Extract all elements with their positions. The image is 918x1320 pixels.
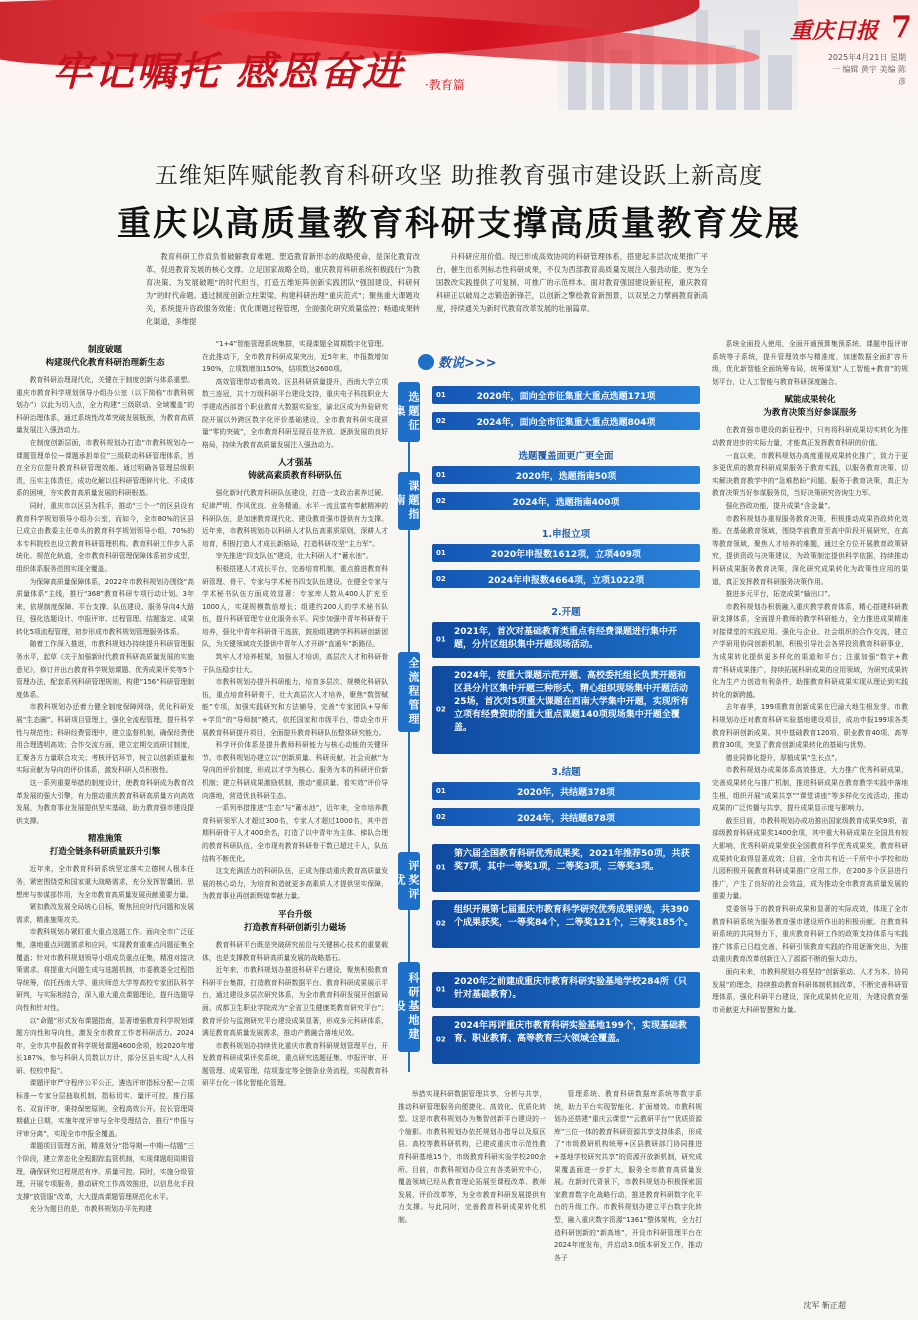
paragraph: 同时，重庆市以区县为抓手，推动“三个一”的区县设有教育科学规划领导小组办公室，而如今，全市80%的区县已成立由教委主任牵头的教育科学规划领导小组，70%的本专科院校也设立教育科研管理机构。教育科研工作步入系统化、规范化轨道，全市教育科研管理保障体系初步成型，组织体系服务范围实现全覆盖。 — [16, 501, 194, 573]
stat-bar: 01 2020年，选题指南50项 — [432, 466, 700, 484]
stat-bar: 02 组织开展第七届重庆市教育科学研究优秀成果评选，共390个成果获奖，一等奖84个，二等奖121个，三等奖185个。 — [432, 900, 700, 948]
paragraph: 市教科规划办重视服务教育决策，积极推动成果咨政转化效能。在基础教育领域，围绕学前教育至高中阶段开展研究，在高等教育领域，聚焦人才培养的难题，通过全方位开展教育政策研究，提供资政与决策建议，为政策制定提供科学依据，持续推动科研成果服务教育决策，深化研究成果转化为政策性应用的渠道，真正发挥教育科研服务决策作用。 — [712, 514, 908, 586]
section-heading: 赋能成果转化 为教育决策当好参谋服务 — [763, 395, 857, 419]
section-heading: 平台升级 打造教育科研创新引力磁场 — [243, 909, 346, 933]
paragraph: 高效管理带动着高效。区县科研质量提升，西南大学立项数三连冠，共十万级科研平台建设支持，重庆电子科技职业大学建成西部首个职业教育大数据实验室，渝北区成为外验研究院开展以外跨区数字化评价基础建设，全市教育科研实现质量“零的突破”，全市教育科研呈现百花齐放、逐渐发展的良好格局，持续为教育高质量发展注入强劲动力。 — [202, 377, 388, 449]
column-1 — [16, 338, 194, 1316]
column-2 — [202, 338, 388, 1316]
paragraph: 筑牢人才培养框架，加强人才培训，高层次人才和科研骨干队伍稳步壮大。 — [202, 653, 388, 674]
section-heading: 制度破题 构建现代化教育科研治理新生态 — [45, 345, 165, 368]
paragraph: 面向未来，市教科规划办将坚持“创新驱动、人才为本、协同发展”的理念，持续推动教育科研体制机制改革，不断完善科研管理体系，强化科研平台建设，深化成果转化应用，为建设教育强市贡献更大科研智慧和力量。 — [712, 967, 908, 1014]
paragraph: 举措实现科研数据管理共享，分析与共享，推动科研管理服务向便捷化、高效化、优质化转型。这是市教科规划办为集智创新平台建设的一个缩影。市教科规划办依托规划办指导以及原区县、高校等教科研机构，已建成重庆市示范性教育科研基地15个，市级教育科研实验学校200余所。目前，市教科规划办设立有各类研究中心，覆盖领域已经从教育理论拓展至课程改革、教师发展、评价改革等，为全市教育科研发展提供有力支撑。与此同时，完善教育科研成果转化机制。 — [398, 1090, 546, 1224]
paragraph: 市教科规划办持续优化重庆市教育科研规划管理平台，开发教育科研成果评奖系统，重点研究选题征集、申报评审、开题管理、成果管理、结项鉴定等全链条业务流程，实现教育科研平台化一体化智能化管理。 — [202, 1041, 388, 1088]
paragraph: 随着工作深入推进，市教科规划办持续提升科研管理服务水平，起草《关于加强新时代教育科研高质量发展的实施意见》，修订并出台教育科学规划课题、优秀成果评奖等5个管理办法，配套系列科研管理规则，构建“156”科研管理制度体系。 — [16, 640, 194, 699]
paragraph: 充分为题目的是，市教科规划办平先构建 — [29, 1205, 152, 1214]
issue-info: 2025年4月21日 星期一 编辑 黄宇 美编 陈彦 — [827, 53, 906, 86]
paragraph: 以“命题”形式发布课题指南，显著增强教育科学规划课题方向性和导向性，激发全市教育工作者科研活力。2024年，全市共申报教育科学规划课题4600余项，较2020年增长187%，参与科研人员数以万计，部分区县实现“人人科研、校校申报”。 — [16, 1016, 194, 1075]
category-awards: 评奖评优 — [398, 852, 420, 910]
stat-bar: 02 2024年，选题指南400项 — [432, 492, 700, 510]
stat-bar: 02 2024年再评重庆市教育科研实验基地199个，实现基础教育、职业教育、高等教育三大领域全覆盖。 — [432, 1016, 700, 1064]
stat-bar: 01 2020年之前建成重庆市教育科研实验基地学校284所（只针对基础教育）。 — [432, 972, 700, 1008]
stat-bar: 01 第六届全国教育科研优秀成果奖，2021年推荐50项，共获奖7项，其中一等奖1项，二等奖3项，三等奖3项。 — [432, 844, 700, 892]
lead-right: 升科研应用价值。现已形成高效协同的科研管理体系，搭建起多层次成果推广平台，催生出系列标志性科研成果，不仅为西部教育高质量发展注入强劲动能，更为全国教改实践提供了可复制、可推广的示范样本。面对教育强国建设新征程，重庆教育科研正以破局之志锻造新锋芒，以创新之擎绘教育新图景，以双星之力擘画教育新高度，持续通关为新时代教育改革发展的壮丽篇章。 — [436, 252, 708, 313]
category-guide: 课题指南 — [398, 472, 420, 530]
paragraph: 积极搭建人才成长平台，完善培育机制，重点推进教育科研管理、骨干、专家与学术秘书四支队伍建设。在健全专家与学术秘书队伍方面成效显著：专家库人数从400人扩充至1000人，实现规模数倍增长；组建约200人的学术秘书队伍，提升科研管理专业化服务水平。同步加强中青年科研骨干培养，强化中青年科研骨干选拔，鼓励组建跨学科科研创新团队，为关键领域攻关提供中青年人才开辟“直通车”新路径。 — [202, 564, 388, 649]
paragraph: 德业同修化提升，厚植成果“生长点”。 — [725, 753, 842, 762]
stat-bar: 02 2024年，面向全市征集重大重点选题804项 — [432, 412, 700, 430]
slogan-sub: ·教育篇 — [425, 78, 465, 92]
stat-bar: 01 2020年申报数1612项，立项409项 — [432, 544, 700, 562]
paragraph: 市教科规划办积极融入重庆教学教育体系，精心搭建科研教研支撑体系，全面提升教师的教学科研能力，全力推进成果精准对接课堂的实践应用。强化与企业、社会组织的合作交流，建立产学研用协同创新机制，积极引导社会各界投资教育科研事业，为成果转化提供更多样化的渠道和平台；注重加强“数字+教育”科研成果推广，持续拓展科研成果的应用领域，为研究成果转化为生产力创造有利条件，助推教育科研成果实现从理论到实践转化的新跨越。 — [712, 602, 908, 699]
page-number: 7 — [891, 10, 912, 45]
paragraph: 一直以来，市教科规划办高度重视成果转化推广，致力于更多更优质的教育科研成果服务于教育实践，以服务教育决策、切实解决教育教学中的“急难愁盼”问题、服务于教育决策，真正为教育决策当好参谋服务员，当好决策研究咨询生力军。 — [712, 451, 908, 498]
section-heading: 人才强基 铸就高素质教育科研队伍 — [248, 458, 342, 482]
column-3-bottom — [398, 1088, 546, 1316]
stat-bar: 01 2021年，首次对基础教育类重点有经费课题进行集中开题，分片区组织集中开题现场活动。 — [432, 622, 700, 658]
column-4-bottom — [554, 1088, 702, 1316]
paragraph: 强化新时代教育科研队伍建设，打造一支政治素养过硬、纪律严明、作风优良、业务精通、水平一流且富有奉献精神的科研队伍，是加速教育现代化、建设教育强市提供有力支撑。近年来，市教科规划办以科研人才队伍高素质原则，深耕人才培育，积极打造人才成长新格局，打造科研攻坚“主力军”。 — [202, 489, 388, 548]
infographic-header: 数说>>> — [438, 356, 497, 371]
paragraph: “1+4”智能管理系统集群，实现课题全周期数字化管理。在此推动下，全市教育科研成果突出，近5年来，申报数增加190%，立项数增加150%，结项数达2600项。 — [202, 340, 388, 374]
paragraph: 科学评价体系是提升教师科研能力与核心动能的关键环节。市教科规划办建立以“创新质量、科研贡献、社会贡献”为导向的评价制度，形成以才学为核心、服务为本的科研评价新机制；建立科研成果激励机制，推动“重质量、看实效”评价导向落地，营造优良科研生态。 — [202, 741, 388, 800]
paragraph: 去年春季，199项教育创新成果在巴渝大地生根发芽。市教科规划办还对教育科研实验基地建设项目，成功申报199项各类教育科研创新成果。其中基础教育120项、职业教育40项、高等教育30项，突显了教育创新成果转化的基础与优势。 — [712, 703, 908, 750]
paragraph: 教育科研治理现代化，关键在于制度创新与体系重塑。重庆市教育科学规划领导小组办公室（以下简称“市教科规划办”）以此为切入点，全力构建“三级联动、全域覆盖”的科研治理体系，通过系统性改革突破发展瓶颈，为教育高质量发展注入强劲动力。 — [16, 376, 194, 435]
paragraph: 系统全面投入使用，全面开通预算集预系统、课题申报评审系统等子系统，提升管理效率与精准度，加速数据全面扩容升级，优化新智能全面统筹布局，统筹谋划“人工智能+教育”的规划平台，让人工智能与教育科研深度融合。 — [712, 340, 908, 386]
lead-left: 教育科研工作肩负着破解教育难题、塑造教育新形态的战略使命，是深化教育改革、促进教育发展的核心支撑。立足国家战略全局，重庆教育科研系统积极践行“为教育决策、为发展破题”的时代担当，打造五维矩阵创新实践团队“强国建设，科研何为”的时代命题。通过制度创新立柱架梁、构建科研治理“重庆范式”；聚焦重大课题攻关，系统提升咨政服务效能；优化课题过程管理，全面强化研究质量监控；畅通成果转化渠道，多维提 — [146, 252, 420, 326]
guide-subheading: 选题覆盖面更广更全面 — [518, 451, 614, 462]
paragraph: 一系列举措推进“生态”与“蓄水池”，近年来，全市培养教育科研领军人才超过300名，专家人才超过1000名，其中首期科研骨干人才400余名，打造了以中青年为主体、梯队合理的教育科研队伍，全市现有教育科研骨干数已超过千人，队伍结构不断优化。 — [202, 804, 388, 863]
paragraph: 课题项目管理方面，精准划分“指导期—中期—结题”三个阶段，建立常态化全程跟踪监管机制，实现课题组周期管理，确保研究过程规范有序、质量可控。同时，实施分级管理，开展专项服务，推动研究工作高效推进，以信息化手段支撑“放管服”改革，大大提高课题管理规范化水平。 — [16, 1142, 194, 1201]
paragraph: 紧扣教改发展全局统心目标，聚焦回应时代问题和发展需求，精准施策攻关。 — [16, 903, 194, 924]
paragraph: 近年来，市教科规划办推进科研平台建设，聚焦积极教育科研平台集群，打造教育科研数据平台、教育科研成果展示平台，通过建设多层次研究体系，为全市教育科研发展开创新局面。成都卫生职业学院成为“全省卫生健康类教育研究平台”；教育评价与监测研究平台建设成果显著，形成多元科研体系，满足教育高质量发展需求，推动产教融合落地见效。 — [202, 966, 388, 1038]
stat-bar: 01 2020年，共结题378项 — [432, 782, 700, 800]
byline: 沈军 靳正超 — [803, 1301, 846, 1310]
data-infographic — [393, 352, 700, 1080]
close-subheading: 3.结题 — [551, 767, 581, 778]
article-title: 重庆以高质量教育科研支撑高质量教育发展 — [117, 204, 801, 244]
stat-bar: 01 2020年，面向全市征集重大重点选题171项 — [432, 386, 700, 404]
stat-bar: 02 2024年申报数4664项，立项1022项 — [432, 570, 700, 588]
paragraph: 市教科规划办紧盯重大重点选题工作。面向全市广泛征集，落地重点问题需求和应问，实现教育重难点问题征集全覆盖；针对市教科规划领导小组成员重点征集，精准对接决策需求。将提重大问题生成与选题机制，市委教委全过程指导统筹，依托西南大学、重庆师范大学等高校专家团队科学研判，与实际相结合，深入重大重点课题理论，提升选题导向性和针对性。 — [16, 928, 194, 1012]
data-icon — [418, 354, 434, 370]
apply-subheading: 1.申报立项 — [541, 529, 591, 540]
slogan: 牢记嘱托 感恩奋进 — [52, 48, 404, 95]
paragraph: 推进多元平台，拓宽成果“输出口”。 — [725, 590, 835, 599]
category-base: 科研基地建设 — [398, 962, 420, 1052]
header-banner — [0, 0, 918, 125]
paragraph: 强化咨政功能，提升成果“含金量”。 — [725, 501, 835, 510]
paragraph: 市教科规划办提升科研能力，培育多层次、规模化科研队伍，重点培育科研骨干，壮大高层次人才培养，聚焦“数智赋能”专项，加强实践研究和方法辅导，完善“专家团队+导师+学员”的“导师制”模式，依托国家和市级平台，带动全市开展教育科研提升项目，全面提升教育科研队伍整体研究能力。 — [202, 678, 388, 737]
column-5 — [712, 338, 908, 1296]
paragraph: 截至目前，市教科规划办成功推出国家级教育成果奖9项，省部级教育科研成果奖1400余项，其中重大科研成果在全国具有较大影响，优秀科研成果荣获全国教育科学优秀成果奖，教育科研成果转化取得显著成效；目前，全市共有近一千所中小学校和幼儿园积极开展教育科研成果推广应用工作，在200多个区县进行推广，产生了良好的社会效益，成为推动全市教育高质量发展的重要力量。 — [712, 816, 908, 901]
paragraph: 课题评审严守程序公平公正，遴选评审指标分配—立项标准—专家分层抽取机制，指标切实、量评可控，推行摇名、双盲评审，秉持保密原则，全程高效公开。拉长管理周期截止日期，实施年度评审与全年受理结合，推行“申报与评审分离”，实现全市申报全覆盖。 — [16, 1079, 194, 1138]
paragraph: 这一系列重要举措的制度设计，使教育科研成为教育改革发展的强大引擎，有力推动重庆教育科研高质量方向高效发展，为教育事业发展提供坚实基础，助力教育强市建设提供支撑。 — [16, 779, 194, 825]
paragraph: 市教科规划办还着力健全制度保障网络，优化科研发展“生态圈”。科研项目管理上，强化全流程管理，提升科学性与规范性；科研经费管理中，建立监督机制，确保经费使用合理透明高效；合作交流方面，建立定期交流研讨制度，汇聚各方力量联合攻关；考核评估环节，树立以创新质量和实际贡献为导向的评价体系，激发科研人员积极性。 — [16, 703, 194, 775]
paragraph: 在教育强市建设的新征程中，只有将科研成果切实转化为推动教育进步的实际力量，才能真正发挥教育科研的价值。 — [712, 426, 908, 447]
paragraph: 管理系统、教育科研数据库系统等数字系统，助力平台实现智能化、扩面增效。市教科规划办还搭建“重庆云课堂”“云教研平台”“优质资源库”三位一体的教育科研资源共享支持体系，形成了“市级教研机构统筹+区县教研部门协同推进+基地学校研究共享”的资源开放新机制，研究成果覆盖面进一步扩大，服务全市教育高质量发展。在新时代背景下，市教科规划办积极探索国家教育数字化战略行动，推进教育科研数字化平台的升级工作。市教科规划办建立平台数字化转型，融入重庆数字资源“1361”整体架构，全力打造科研创新的“新高地”，开设市科研管理平台在2024年度发布，并启动3.0版本研发工作，推动各子 — [554, 1090, 702, 1262]
category-process: 全流程管理 — [398, 652, 420, 732]
open-subheading: 2.开题 — [551, 607, 581, 618]
paragraph: 为保障高质量保障体系，2022年市教科规划办围绕“高质量体系”主线，推行“368”教育科研专项行动计划。3年来，依规制度保障、平台支撑、队伍建设、服务导向4大路径，强化选题设计、申报评审、过程管理、结题鉴定、成果转化5项流程管理，初步形成市教科规划管理服务体系。 — [16, 577, 194, 636]
article-subtitle: 五维矩阵赋能教育科研攻坚 助推教育强市建设跃上新高度 — [154, 163, 764, 189]
paragraph: 近年来，全市教育科研系统坚定落实立德树人根本任务，紧密围绕党和国家重大战略需求，充分发挥智囊团、思想库与参谋部作用，为全市教育高质量发展贡献重要力量。 — [16, 865, 194, 899]
paragraph: 党委领导下的教育科研成果和显著的实际成效，体现了全市教育科研系统为服务教育强市建设所作出的积极贡献。在教育科研系统的共同努力下，重庆教育科研工作的政策支持体系与实践推广体系已日趋完善，科研引领教育实践的作用逐渐突出，为推动重庆教育改革创新注入了源源不断的强大动力。 — [712, 904, 908, 964]
paragraph: 市教科规划办成果体系高效推进，大力推广优秀科研成果，完善成果转化与推广机制，推进科研成果在教育教学实践中落地生根，组织开展“成果共享”“课堂讲座”等多样化交流活动，推动成果的广泛传播与共享，提升成果显示度与影响力。 — [712, 766, 908, 813]
category-topic-collection: 选题征集 — [398, 382, 420, 442]
paragraph: 宰先推进“四支队伍”建设，壮大科研人才“蓄水池”。 — [215, 552, 373, 561]
paragraph: 这支充满活力的科研队伍，正成为推动重庆教育高质量发展的核心动力，为培育和造就更多高素质人才提供坚实保障，为教育事业再创新辉煌奉献力量。 — [202, 867, 388, 901]
paragraph: 在制度创新层面，市教科规划办打造“市教科规划办—课题管理单位—课题承担单位”三级联动科研管理体系，旨在全方位提升教育科研管理效能。通过明确各管理层级职责，压实主体责任，成功化解以往科研管理碎片化、不成体系的困境，夯实教育高质量发展的科研根基。 — [16, 438, 194, 498]
stat-bar: 02 2024年，按重大课题示范开题、高校委托组长负责开题和区县分片区集中开题三种形式，精心组织现场集中开题活动25场，首次对5项重大课题在西南大学集中开题，实现所有立项有经费资助的重大重点课题140项现场集中开题全覆盖。 — [432, 666, 700, 754]
section-heading: 精准施策 打造全链条科研质量跃升引擎 — [49, 834, 161, 858]
stat-bar: 02 2024年，共结题878项 — [432, 808, 700, 826]
masthead: 重庆日报 — [789, 18, 878, 44]
paragraph: 教育科研平台既是突破研究前沿与关键核心技术的重要载体，也是支撑教育科研高质量发展的战略基石。 — [202, 940, 388, 962]
